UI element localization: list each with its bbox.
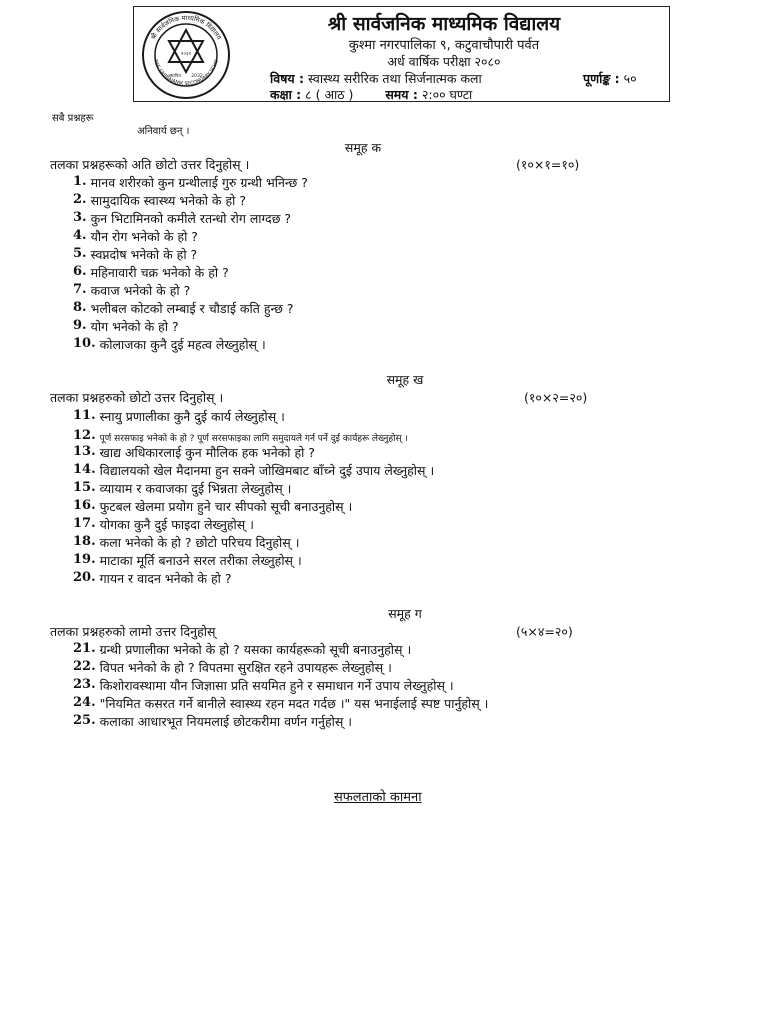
question-number: 6.: [73, 264, 87, 279]
full-marks-value: ५०: [623, 71, 637, 86]
question-text: कला भनेको के हो ? छोटो परिचय दिनुहोस् ।: [99, 535, 300, 550]
school-logo: [141, 10, 231, 100]
question-text: माटाका मूर्ति बनाउने सरल तरीका लेख्नुहोस् ।: [99, 553, 302, 568]
question-number: 11.: [73, 408, 96, 423]
question-number: 4.: [73, 228, 87, 243]
question-number: 20.: [73, 570, 96, 585]
group-heading-b: तलका प्रश्नहरुको छोटो उत्तर दिनुहोस् ।: [50, 390, 224, 405]
subject-label: विषय :: [270, 71, 305, 86]
question-item: [73, 462, 434, 479]
question-number: 23.: [73, 677, 96, 692]
question-text: कोलाजका कुनै दुई महत्व लेख्नुहोस् ।: [99, 337, 266, 352]
question-text: किशोरावस्थामा यौन जिज्ञासा प्रति सयमित हुने र समाधान गर्ने उपाय लेख्नुहोस् ।: [99, 678, 454, 693]
question-number: 2.: [73, 192, 87, 207]
header-box: [133, 6, 670, 102]
question-item: [73, 174, 308, 191]
question-text: ग्रन्थी प्रणालीका भनेको के हो ? यसका कार्यहरूको सूची बनाउनुहोस् ।: [99, 642, 412, 657]
question-item: [73, 336, 266, 353]
class-label: कक्षा :: [270, 87, 302, 102]
question-item: [73, 695, 488, 712]
group-title-c: समूह ग: [388, 606, 422, 621]
question-item: [73, 516, 254, 533]
time-label: समय :: [385, 87, 418, 102]
question-number: 13.: [73, 444, 96, 459]
question-item: [73, 282, 190, 299]
question-number: 25.: [73, 713, 96, 728]
group-marks-c: (५×४=२०): [516, 624, 573, 639]
question-text: मानव शरीरको कुन ग्रन्थीलाई गुरु ग्रन्थी भनिन्छ ?: [90, 175, 308, 190]
instruction-line-2: अनिवार्य छन् ।: [137, 126, 190, 137]
question-number: 15.: [73, 480, 96, 495]
question-item: [73, 444, 315, 461]
question-number: 14.: [73, 462, 96, 477]
question-text: स्वप्नदोष भनेको के हो ?: [90, 247, 198, 262]
question-number: 18.: [73, 534, 96, 549]
question-text: कवाज भनेको के हो ?: [90, 283, 191, 298]
full-marks-row: [583, 70, 637, 87]
question-item: [73, 570, 231, 587]
question-text: महिनावारी चक्र भनेको के हो ?: [90, 265, 229, 280]
question-number: 9.: [73, 318, 87, 333]
group-heading-c: तलका प्रश्नहरुको लामो उत्तर दिनुहोस्: [50, 624, 216, 639]
question-item: [73, 228, 198, 245]
question-number: 16.: [73, 498, 96, 513]
subject-value: स्वास्थ्य सरीरिक तथा सिर्जनात्मक कला: [308, 71, 482, 86]
question-text: "नियमित कसरत गर्ने बानीले स्वास्थ्य रहन मदत गर्दछ ।" यस भनाईलाई स्पष्ट पार्नुहोस् ।: [99, 696, 489, 711]
question-text: व्यायाम र कवाजका दुई भिन्नता लेख्नुहोस् ।: [99, 481, 292, 496]
question-text: स्नायु प्रणालीका कुनै दुई कार्य लेख्नुहोस् ।: [99, 409, 285, 424]
exam-title: अर्ध वार्षिक परीक्षा २०८०: [387, 54, 501, 69]
question-item: [73, 192, 246, 209]
question-text: गायन र वादन भनेको के हो ?: [99, 571, 232, 586]
question-text: पूर्ण सरसफाइ भनेको के हो ? पूर्ण सरसफाइका लागि समुदायले गर्न पर्ने दुई कार्यहरू लेख्नुहोस् ।: [99, 434, 408, 444]
question-item: [73, 552, 302, 569]
question-item: [73, 264, 229, 281]
logo-est-value: २०३२: [180, 51, 192, 57]
instruction-line-1: सबै प्रश्नहरू: [52, 113, 94, 124]
question-text: योग भनेको के हो ?: [90, 319, 179, 334]
question-number: 5.: [73, 246, 87, 261]
question-text: कुन भिटामिनको कमीले रतन्धो रोग लाग्दछ ?: [90, 211, 292, 226]
group-marks-b: (१०×२=२०): [524, 390, 588, 405]
school-name: श्री सार्वजनिक माध्यमिक विद्यालय: [327, 13, 561, 35]
question-item: [73, 534, 299, 551]
question-item: [73, 659, 392, 676]
question-number: 8.: [73, 300, 87, 315]
time-value: २:०० घण्टा: [421, 87, 473, 102]
question-item: [73, 713, 352, 730]
group-title-b: समूह ख: [386, 372, 424, 387]
question-text: योगका कुनै दुई फाइदा लेख्नुहोस् ।: [99, 517, 254, 532]
question-item: [73, 210, 291, 227]
question-text: विद्यालयको खेल मैदानमा हुन सक्ने जोखिमबाट बाँच्ने दुई उपाय लेख्नुहोस् ।: [99, 463, 435, 478]
question-item: [73, 428, 408, 444]
group-title-a: समूह क: [344, 140, 382, 155]
group-marks-a: (१०×१=१०): [516, 157, 580, 172]
logo-est-label: स्थापित: [169, 74, 181, 79]
question-item: [73, 641, 411, 658]
logo-ring-text-en: REE SARBAJANIK SECONDARY SCHO: [152, 59, 220, 87]
question-text: विपत भनेको के हो ? विपतमा सुरक्षित रहने उपायहरू लेख्नुहोस् ।: [99, 660, 392, 675]
question-item: [73, 408, 285, 425]
full-marks-label: पूर्णाङ्क :: [583, 71, 620, 86]
logo-ring-text: श्री सार्वजनिक माध्यमिक विद्यालय: [149, 13, 224, 42]
question-text: भलीबल कोटको लम्बाई र चौडाई कति हुन्छ ?: [90, 301, 294, 316]
question-text: खाद्य अधिकारलाई कुन मौलिक हक भनेको हो ?: [99, 445, 315, 460]
question-item: [73, 318, 179, 335]
question-text: फुटबल खेलमा प्रयोग हुने चार सीपको सूची बनाउनुहोस् ।: [99, 499, 353, 514]
question-text: सामुदायिक स्वास्थ्य भनेको के हो ?: [90, 193, 246, 208]
logo-est-en: 2032: [191, 74, 203, 79]
group-heading-a: तलका प्रश्नहरूको अति छोटो उत्तर दिनुहोस् ।: [50, 157, 250, 172]
question-item: [73, 300, 293, 317]
question-item: [73, 480, 291, 497]
question-text: कलाका आधारभूत नियमलाई छोटकरीमा वर्णन गर्नुहोस् ।: [99, 714, 353, 729]
question-text: यौन रोग भनेको के हो ?: [90, 229, 198, 244]
question-number: 24.: [73, 695, 96, 710]
question-number: 19.: [73, 552, 96, 567]
question-number: 12.: [73, 428, 96, 443]
question-item: [73, 498, 352, 515]
subject-row: [270, 70, 482, 87]
question-number: 17.: [73, 516, 96, 531]
class-time-row: [270, 86, 472, 103]
question-number: 7.: [73, 282, 87, 297]
question-number: 3.: [73, 210, 87, 225]
question-number: 10.: [73, 336, 96, 351]
school-address: कुश्मा नगरपालिका ९, कटुवाचौपारी पर्वत: [348, 38, 540, 53]
question-item: [73, 677, 454, 694]
class-value: ८ ( आठ ): [305, 87, 354, 102]
question-number: 22.: [73, 659, 96, 674]
question-number: 21.: [73, 641, 96, 656]
question-number: 1.: [73, 174, 87, 189]
question-item: [73, 246, 197, 263]
good-luck-note: सफलताको कामना: [334, 790, 422, 805]
